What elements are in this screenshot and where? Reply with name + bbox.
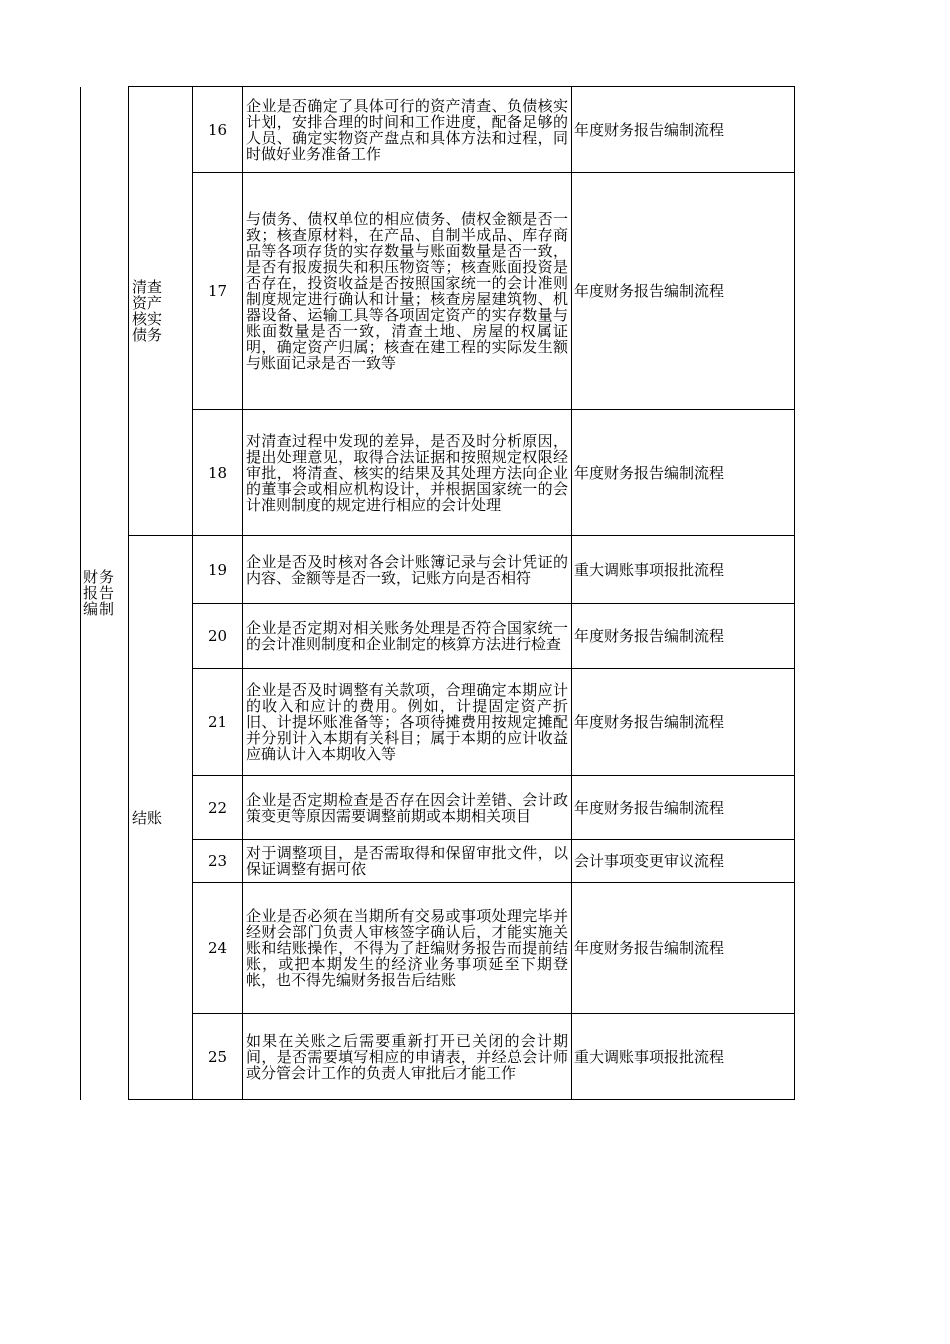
row-process: 年度财务报告编制流程 xyxy=(572,669,795,776)
row-process: 年度财务报告编制流程 xyxy=(572,87,795,173)
row-description: 对清查过程中发现的差异，是否及时分析原因，提出处理意见，取得合法证据和按照规定权限经审批，将清查、核实的结果及其处理方法向企业的董事会或相应机构设计，并根据国家统一的会计准则制度的规定进行相应的会计处理 xyxy=(243,410,572,536)
row-number: 24 xyxy=(193,883,243,1014)
row-description: 企业是否确定了具体可行的资产清查、负债核实计划，安排合理的时间和工作进度，配备足够的人员、确定实物资产盘点和具体方法和过程，同时做好业务准备工作 xyxy=(243,87,572,173)
row-description: 企业是否及时调整有关款项，合理确定本期应计的收入和应计的费用。例如，计提固定资产折旧、计提坏账准备等；各项待摊费用按规定摊配并分别计入本期有关科目；属于本期的应计收益应确认计入本期收入等 xyxy=(243,669,572,776)
row-process: 重大调账事项报批流程 xyxy=(572,1014,795,1100)
row-process: 年度财务报告编制流程 xyxy=(572,883,795,1014)
row-description: 与债务、债权单位的相应债务、债权金额是否一致；核查原材料，在产品、自制半成品、库存商品等各项存货的实存数量与账面数量是否一致，是否有报废损失和积压物资等；核查账面投资是否存在，投资收益是否按照国家统一的会计准则制度规定进行确认和计量；核查房屋建筑物、机器设备、运输工具等各项固定资产的实存数量与账面数量是否一致，清查土地、房屋的权属证明，确定资产归属；核查在建工程的实际发生额与账面记录是否一致等 xyxy=(243,173,572,410)
checklist-table xyxy=(80,86,795,1100)
row-number: 20 xyxy=(193,604,243,669)
row-process: 年度财务报告编制流程 xyxy=(572,410,795,536)
row-process: 年度财务报告编制流程 xyxy=(572,776,795,840)
row-process: 会计事项变更审议流程 xyxy=(572,840,795,883)
row-description: 企业是否定期检查是否存在因会计差错、会计政策变更等原因需要调整前期或本期相关项目 xyxy=(243,776,572,840)
row-number: 18 xyxy=(193,410,243,536)
row-number: 19 xyxy=(193,536,243,604)
group-label: 结账 xyxy=(132,808,163,827)
group-cell xyxy=(129,536,193,1100)
table-row xyxy=(81,536,795,604)
group-label: 清查资产核实债务 xyxy=(132,278,163,344)
row-number: 23 xyxy=(193,840,243,883)
group-cell xyxy=(129,87,193,536)
row-process: 重大调账事项报批流程 xyxy=(572,536,795,604)
row-description: 企业是否必须在当期所有交易或事项处理完毕并经财会部门负责人审核签字确认后，才能实施关账和结账操作，不得为了赶编财务报告而提前结账，或把本期发生的经济业务事项延至下期登帐，也不得先编财务报告后结账 xyxy=(243,883,572,1014)
row-number: 25 xyxy=(193,1014,243,1100)
row-description: 对于调整项目，是否需取得和保留审批文件，以保证调整有据可依 xyxy=(243,840,572,883)
row-process: 年度财务报告编制流程 xyxy=(572,604,795,669)
table-row xyxy=(81,87,795,173)
row-number: 22 xyxy=(193,776,243,840)
category-label: 财务报告编制 xyxy=(83,568,116,618)
row-number: 17 xyxy=(193,173,243,410)
category-cell xyxy=(81,87,129,1100)
row-number: 16 xyxy=(193,87,243,173)
row-description: 如果在关账之后需要重新打开已关闭的会计期间，是否需要填写相应的申请表，并经总会计师或分管会计工作的负责人审批后才能工作 xyxy=(243,1014,572,1100)
row-number: 21 xyxy=(193,669,243,776)
row-description: 企业是否及时核对各会计账簿记录与会计凭证的内容、金额等是否一致，记账方向是否相符 xyxy=(243,536,572,604)
row-description: 企业是否定期对相关账务处理是否符合国家统一的会计准则制度和企业制定的核算方法进行检查 xyxy=(243,604,572,669)
row-process: 年度财务报告编制流程 xyxy=(572,173,795,410)
